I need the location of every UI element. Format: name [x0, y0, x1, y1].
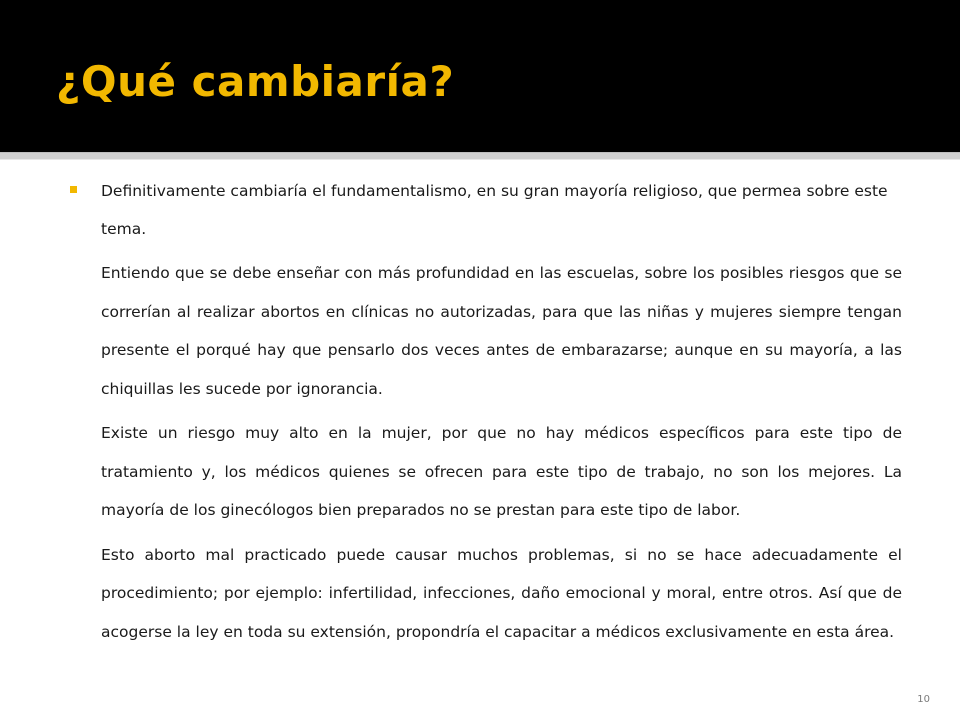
paragraph-3: Esto aborto mal practicado puede causar muchos problemas, si no se hace adecuadamente el procedimiento; por ejemplo: infertilidad, infecciones, daño emocional y moral, entre otros. Así que de acogerse la ley en toda su extensión, propondría el capacitar a médicos exclusivamente en esta área. [101, 545, 902, 641]
title-bar [0, 0, 960, 152]
paragraph-2: Existe un riesgo muy alto en la mujer, por que no hay médicos específicos para este tipo de tratamiento y, los médicos quienes se ofrecen para este tipo de trabajo, no son los mejores. La mayoría de los ginecólogos bien preparados no se prestan para este tipo de labor. [101, 424, 902, 519]
slide-title: ¿Qué cambiaría? [56, 57, 455, 106]
slide-content [70, 172, 902, 651]
square-bullet-icon [70, 186, 77, 193]
page-number: 10 [917, 694, 930, 705]
bullet-text: Definitivamente cambiaría el fundamentalismo, en su gran mayoría religioso, que permea sobre este tema. [101, 182, 888, 238]
title-divider [0, 152, 960, 160]
bullet-item [70, 172, 902, 248]
paragraph-1: Entiendo que se debe enseñar con más profundidad en las escuelas, sobre los posibles riesgos que se correrían al realizar abortos en clínicas no autorizadas, para que las niñas y mujeres siempre tengan presente el porqué hay que pensarlo dos veces antes de embarazarse; aunque en su mayoría, a las chiquillas les sucede por ignorancia. [101, 264, 902, 398]
